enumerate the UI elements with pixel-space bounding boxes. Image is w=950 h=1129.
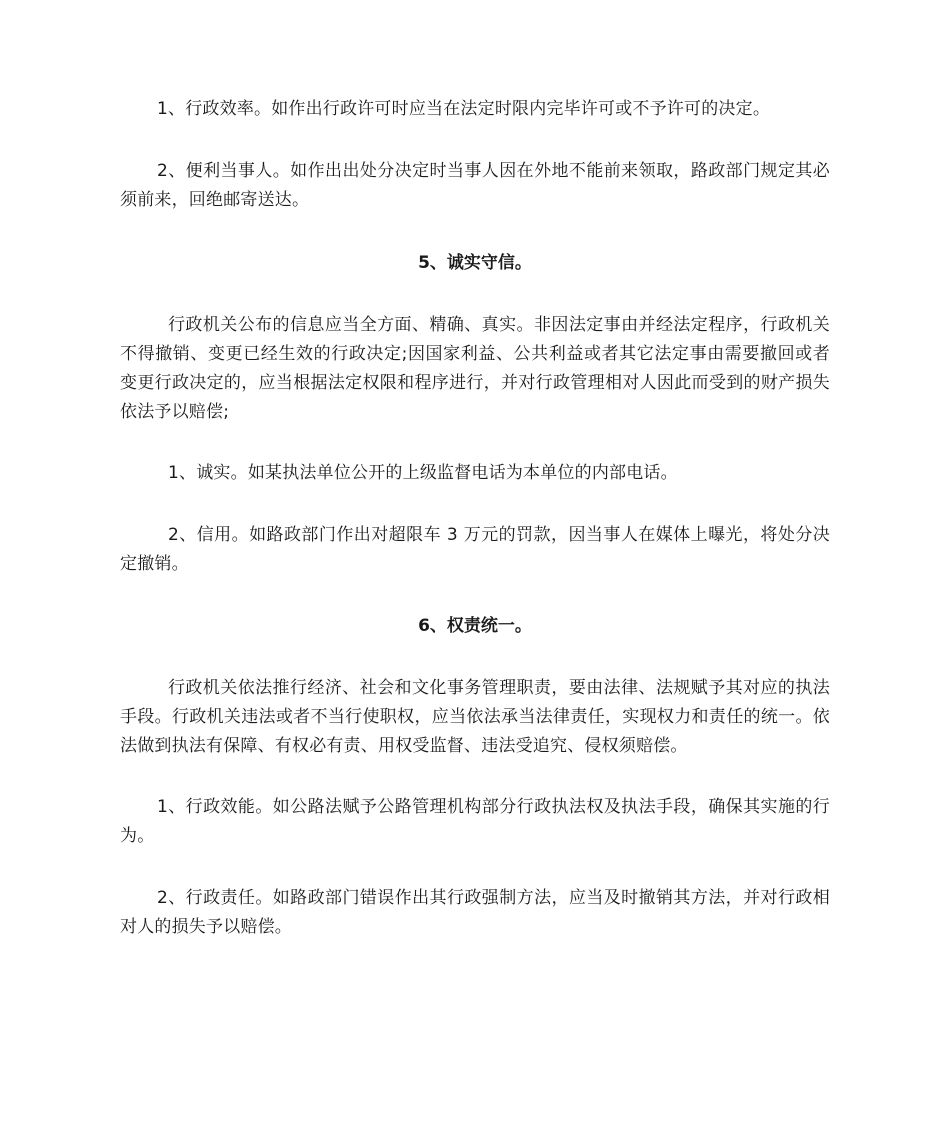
paragraph-honesty-example: 1、诚实。如某执法单位公开的上级监督电话为本单位的内部电话。 xyxy=(168,463,678,483)
paragraph-rights-responsibilities-body: 行政机关依法推行经济、社会和文化事务管理职责，要由法律、法规赋予其对应的执法手段。行政机关违法或者不当行使职权，应当依法承当法律责任，实现权力和责任的统一。依法做到执法有保障、有权必有责、用权受监督、违法受追究、侵权须赔偿。 xyxy=(120,678,830,756)
paragraph-administrative-efficiency: 1、行政效率。如作出行政许可时应当在法定时限内完毕许可或不予许可的决定。 xyxy=(157,99,771,119)
paragraph-convenience-party: 2、便利当事人。如作出出处分决定时当事人因在外地不能前来领取，路政部门规定其必须前来，回绝邮寄送达。 xyxy=(120,161,830,210)
paragraph-credit-example: 2、信用。如路政部门作出对超限车 3 万元的罚款，因当事人在媒体上曝光，将处分决定撤销。 xyxy=(120,525,830,574)
paragraph-administrative-effectiveness: 1、行政效能。如公路法赋予公路管理机构部分行政执法权及执法手段，确保其实施的行为。 xyxy=(120,797,830,846)
section-heading-rights-responsibilities: 6、权责统一。 xyxy=(418,616,532,636)
paragraph-administrative-responsibility: 2、行政责任。如路政部门错误作出其行政强制方法，应当及时撤销其方法，并对行政相对人的损失予以赔偿。 xyxy=(120,888,830,937)
paragraph-integrity-body: 行政机关公布的信息应当全方面、精确、真实。非因法定事由并经法定程序，行政机关不得撤销、变更已经生效的行政决定;因国家利益、公共利益或者其它法定事由需要撤回或者变更行政决定的，应当根据法定权限和程序进行，并对行政管理相对人因此而受到的财产损失依法予以赔偿; xyxy=(120,315,830,422)
section-heading-integrity: 5、诚实守信。 xyxy=(418,253,532,273)
